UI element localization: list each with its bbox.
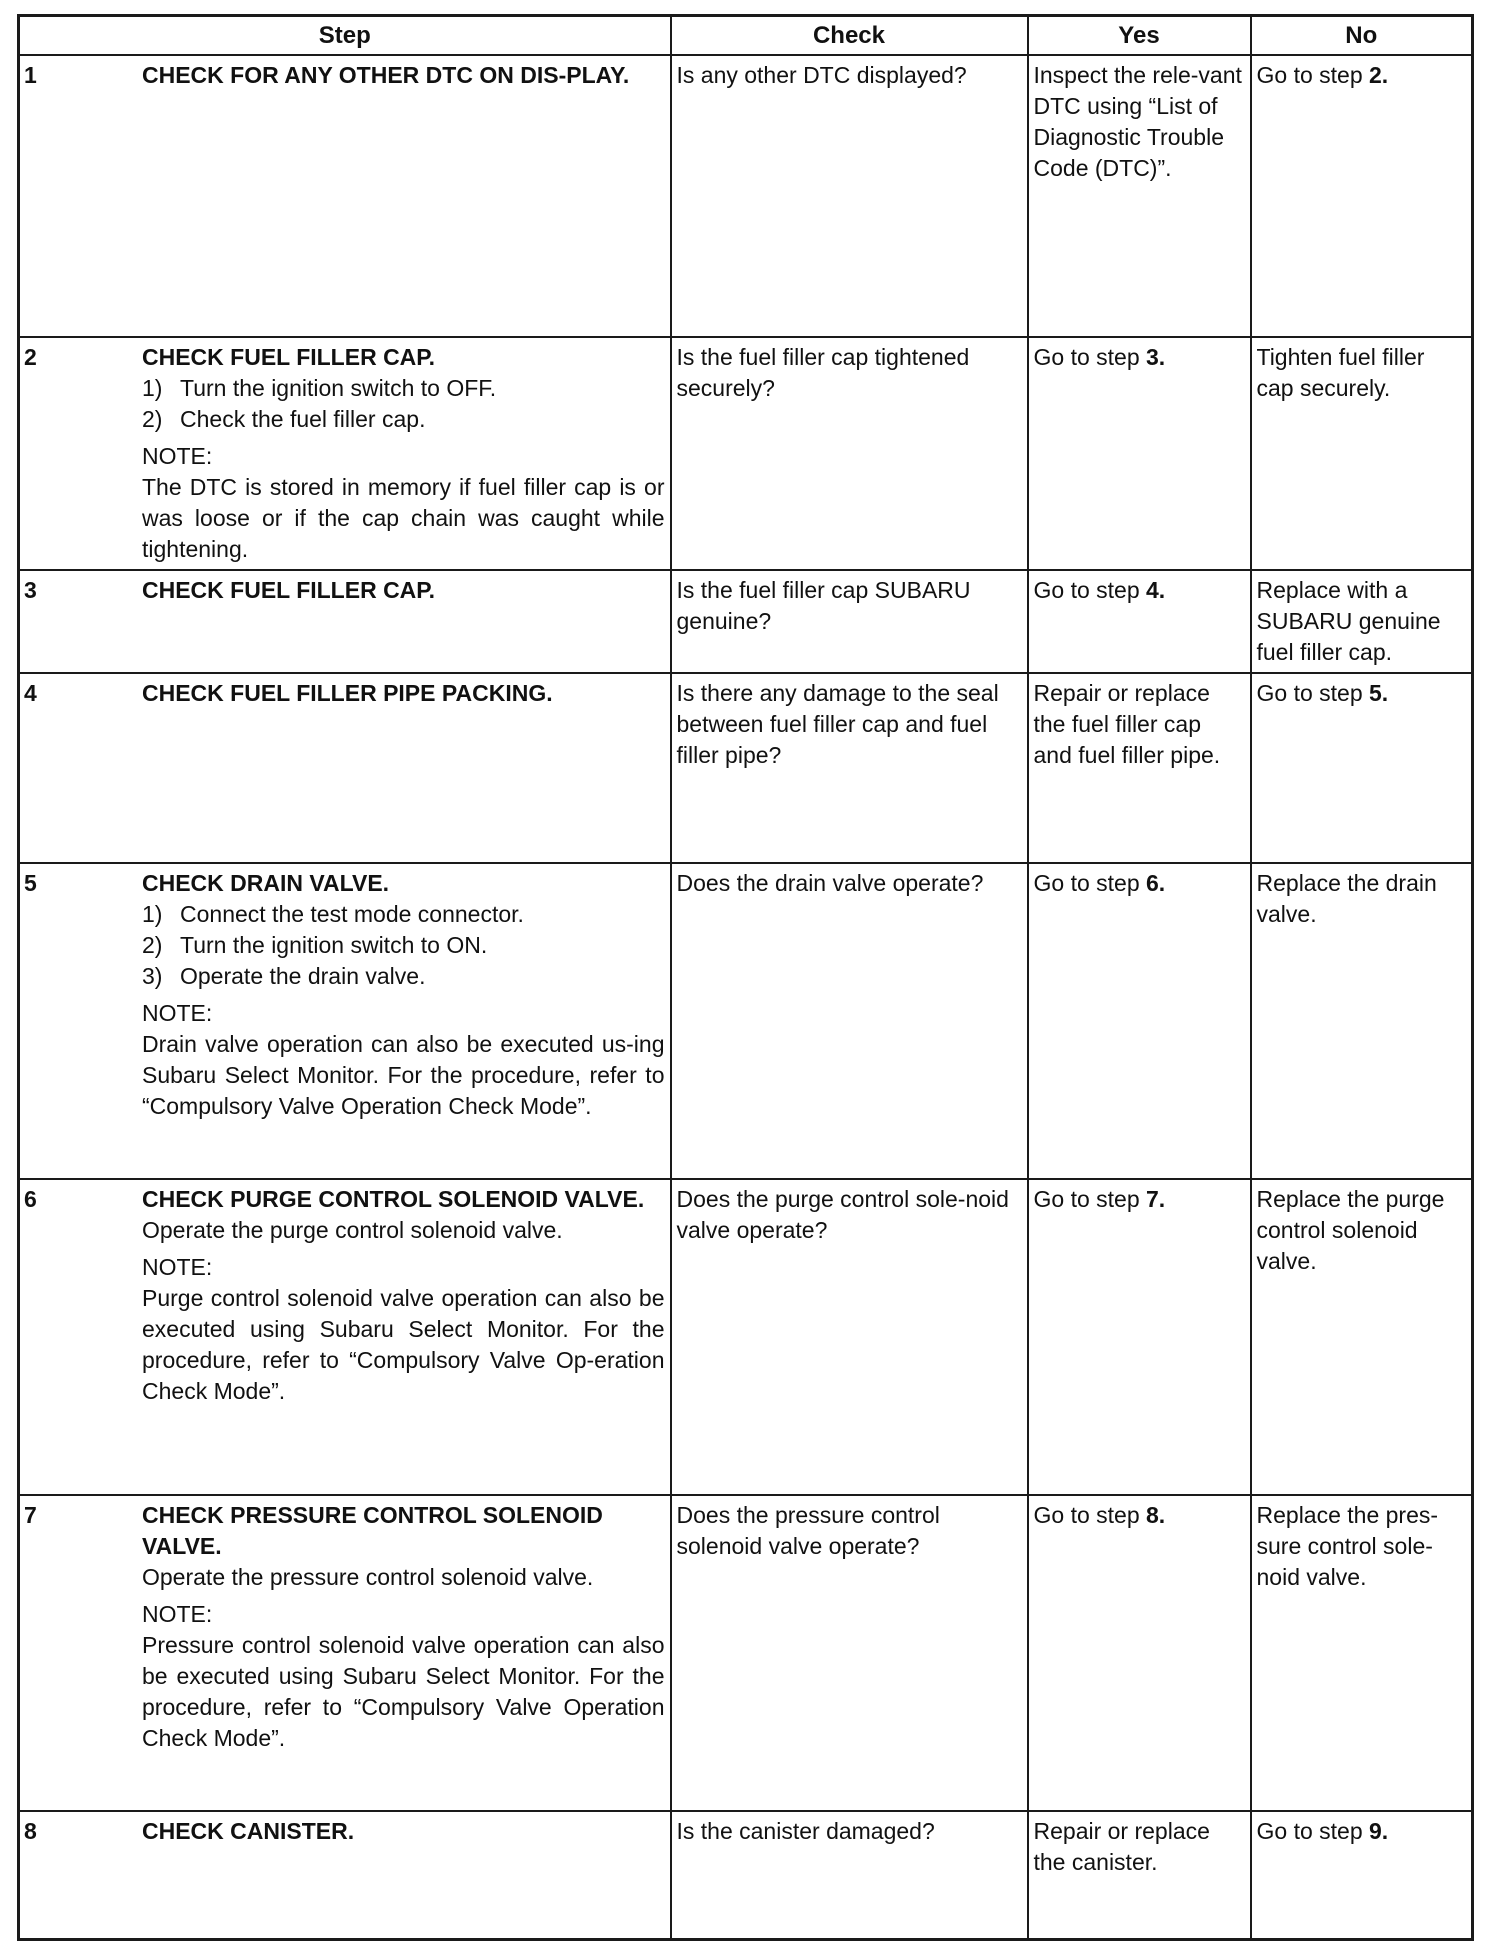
yes-cell — [1028, 337, 1251, 570]
no-text: Go to step — [1256, 62, 1370, 88]
table-row — [19, 863, 1473, 1179]
note-label: NOTE: — [142, 1254, 213, 1280]
step-title: CHECK DRAIN VALVE. — [142, 870, 390, 896]
header-row — [19, 16, 1473, 56]
yes-text: Go to step — [1033, 577, 1147, 603]
step-body — [142, 1496, 670, 1758]
procedure-number: 1) — [142, 375, 163, 401]
step-title: CHECK CANISTER. — [142, 1818, 355, 1844]
procedure-item — [142, 373, 665, 404]
yes-step-ref: 7. — [1146, 1186, 1166, 1212]
check-cell — [671, 570, 1028, 673]
no-cell — [1251, 337, 1473, 570]
yes-step-ref: 8. — [1146, 1502, 1166, 1528]
check-cell — [671, 1495, 1028, 1811]
yes-text-block — [1029, 1812, 1250, 1882]
yes-step-ref: 3. — [1146, 344, 1166, 370]
no-text-block — [1252, 1180, 1472, 1281]
yes-text: Repair or replace the fuel filler cap and fuel filler pipe. — [1033, 680, 1221, 768]
step-cell — [19, 337, 671, 570]
check-text: Does the drain valve operate? — [676, 870, 984, 896]
step-body — [142, 674, 670, 713]
check-cell — [671, 863, 1028, 1179]
procedure-number: 2) — [142, 406, 163, 432]
step-number: 3 — [24, 577, 37, 603]
no-text: Go to step — [1256, 1818, 1370, 1844]
step-cell — [19, 1495, 671, 1811]
no-cell — [1251, 570, 1473, 673]
no-step-ref: 2. — [1369, 62, 1389, 88]
check-text: Is the canister damaged? — [676, 1818, 935, 1844]
procedure-number: 3) — [142, 963, 163, 989]
procedure-text: Operate the purge control solenoid valve. — [142, 1217, 563, 1243]
yes-text-block — [1029, 864, 1250, 903]
step-number: 5 — [24, 870, 37, 896]
procedure-text: Turn the ignition switch to OFF. — [180, 375, 497, 401]
step-number: 2 — [24, 344, 37, 370]
yes-cell — [1028, 570, 1251, 673]
step-title: CHECK PURGE CONTROL SOLENOID VALVE. — [142, 1186, 645, 1212]
note-label: NOTE: — [142, 1601, 213, 1627]
note-label: NOTE: — [142, 443, 213, 469]
check-text: Is the fuel filler cap SUBARU genuine? — [676, 577, 971, 634]
step-number: 7 — [24, 1502, 37, 1528]
procedure-item — [142, 930, 665, 961]
table-body — [19, 55, 1473, 1939]
step-number: 1 — [24, 62, 37, 88]
check-cell — [671, 337, 1028, 570]
no-text-block — [1252, 338, 1472, 408]
no-text: Go to step — [1256, 680, 1370, 706]
diagnostic-table — [17, 14, 1474, 1941]
no-text-block — [1252, 864, 1472, 934]
yes-step-ref: 6. — [1146, 870, 1166, 896]
step-cell — [19, 673, 671, 863]
procedure-text: Operate the drain valve. — [180, 963, 426, 989]
step-body — [142, 1180, 670, 1411]
procedure-text: Connect the test mode connector. — [180, 901, 524, 927]
check-cell — [671, 1811, 1028, 1939]
yes-text-block — [1029, 338, 1250, 377]
yes-text: Go to step — [1033, 870, 1147, 896]
step-body — [142, 338, 670, 569]
no-text-block — [1252, 1812, 1472, 1851]
no-text-block — [1252, 571, 1472, 672]
note-text: Pressure control solenoid valve operation can also be executed using Subaru Select Monitor. For the procedure, refer to “Compulsory Valve Operation Check Mode”. — [142, 1632, 665, 1751]
step-cell — [19, 1179, 671, 1495]
no-step-ref: 9. — [1369, 1818, 1389, 1844]
header-step: Step — [19, 16, 671, 56]
procedure-text: Operate the pressure control solenoid valve. — [142, 1564, 594, 1590]
step-body — [142, 1812, 670, 1851]
step-title: CHECK FUEL FILLER PIPE PACKING. — [142, 680, 553, 706]
yes-text: Go to step — [1033, 344, 1147, 370]
step-title: CHECK FUEL FILLER CAP. — [142, 344, 436, 370]
no-text-block — [1252, 674, 1472, 713]
yes-text: Repair or replace the canister. — [1033, 1818, 1210, 1875]
check-text: Is the fuel filler cap tightened securely? — [676, 344, 970, 401]
table-row — [19, 673, 1473, 863]
step-title: CHECK FOR ANY OTHER DTC ON DIS-PLAY. — [142, 62, 630, 88]
step-cell — [19, 863, 671, 1179]
table-row — [19, 1179, 1473, 1495]
yes-cell — [1028, 55, 1251, 337]
yes-cell — [1028, 1811, 1251, 1939]
no-text: Replace the pres-sure control sole-noid valve. — [1256, 1502, 1439, 1590]
procedure-item — [142, 1562, 665, 1593]
procedure-number: 2) — [142, 932, 163, 958]
table-row — [19, 337, 1473, 570]
procedure-item — [142, 899, 665, 930]
step-cell — [19, 570, 671, 673]
step-number: 4 — [24, 680, 37, 706]
no-cell — [1251, 863, 1473, 1179]
step-cell — [19, 55, 671, 337]
no-text: Replace with a SUBARU genuine fuel filler cap. — [1256, 577, 1441, 665]
yes-text-block — [1029, 674, 1250, 775]
yes-text: Go to step — [1033, 1186, 1147, 1212]
note-text: Purge control solenoid valve operation can also be executed using Subaru Select Monitor. For the procedure, refer to “Compulsory Valve Op-eration Check Mode”. — [142, 1285, 665, 1404]
header-check: Check — [671, 16, 1028, 56]
yes-cell — [1028, 1495, 1251, 1811]
note-label: NOTE: — [142, 1000, 213, 1026]
no-text: Replace the purge control solenoid valve. — [1256, 1186, 1445, 1274]
yes-text-block — [1029, 1180, 1250, 1219]
yes-text-block — [1029, 1496, 1250, 1535]
yes-text-block — [1029, 571, 1250, 610]
header-no: No — [1251, 16, 1473, 56]
no-text: Tighten fuel filler cap securely. — [1256, 344, 1425, 401]
procedure-item — [142, 404, 665, 435]
no-text: Replace the drain valve. — [1256, 870, 1437, 927]
no-cell — [1251, 1179, 1473, 1495]
no-cell — [1251, 55, 1473, 337]
yes-cell — [1028, 863, 1251, 1179]
procedure-number: 1) — [142, 901, 163, 927]
step-body — [142, 56, 670, 95]
check-cell — [671, 1179, 1028, 1495]
yes-text: Inspect the rele-vant DTC using “List of Diagnostic Trouble Code (DTC)”. — [1033, 62, 1242, 181]
no-cell — [1251, 1811, 1473, 1939]
check-text: Does the purge control sole-noid valve operate? — [676, 1186, 1009, 1243]
note-text: Drain valve operation can also be executed us-ing Subaru Select Monitor. For the procedure, refer to “Compulsory Valve Operation Check Mode”. — [142, 1031, 665, 1119]
check-text: Is there any damage to the seal between fuel filler cap and fuel filler pipe? — [676, 680, 999, 768]
yes-text-block — [1029, 56, 1250, 188]
note-text: The DTC is stored in memory if fuel filler cap is or was loose or if the cap chain was caught while tightening. — [142, 474, 665, 562]
step-body — [142, 864, 670, 1126]
check-text: Does the pressure control solenoid valve operate? — [676, 1502, 940, 1559]
step-cell — [19, 1811, 671, 1939]
table-row — [19, 1495, 1473, 1811]
step-title: CHECK FUEL FILLER CAP. — [142, 577, 436, 603]
no-text-block — [1252, 56, 1472, 95]
step-title: CHECK PRESSURE CONTROL SOLENOID VALVE. — [142, 1502, 603, 1559]
table-row — [19, 1811, 1473, 1939]
table-row — [19, 55, 1473, 337]
no-step-ref: 5. — [1369, 680, 1389, 706]
procedure-text: Check the fuel filler cap. — [180, 406, 426, 432]
yes-step-ref: 4. — [1146, 577, 1166, 603]
check-text: Is any other DTC displayed? — [676, 62, 967, 88]
yes-cell — [1028, 1179, 1251, 1495]
procedure-item — [142, 1215, 665, 1246]
check-cell — [671, 55, 1028, 337]
step-number: 6 — [24, 1186, 37, 1212]
step-body — [142, 571, 670, 610]
yes-text: Go to step — [1033, 1502, 1147, 1528]
no-cell — [1251, 673, 1473, 863]
procedure-text: Turn the ignition switch to ON. — [180, 932, 488, 958]
yes-cell — [1028, 673, 1251, 863]
table-row — [19, 570, 1473, 673]
check-cell — [671, 673, 1028, 863]
step-number: 8 — [24, 1818, 37, 1844]
no-cell — [1251, 1495, 1473, 1811]
no-text-block — [1252, 1496, 1472, 1597]
header-yes: Yes — [1028, 16, 1251, 56]
procedure-item — [142, 961, 665, 992]
